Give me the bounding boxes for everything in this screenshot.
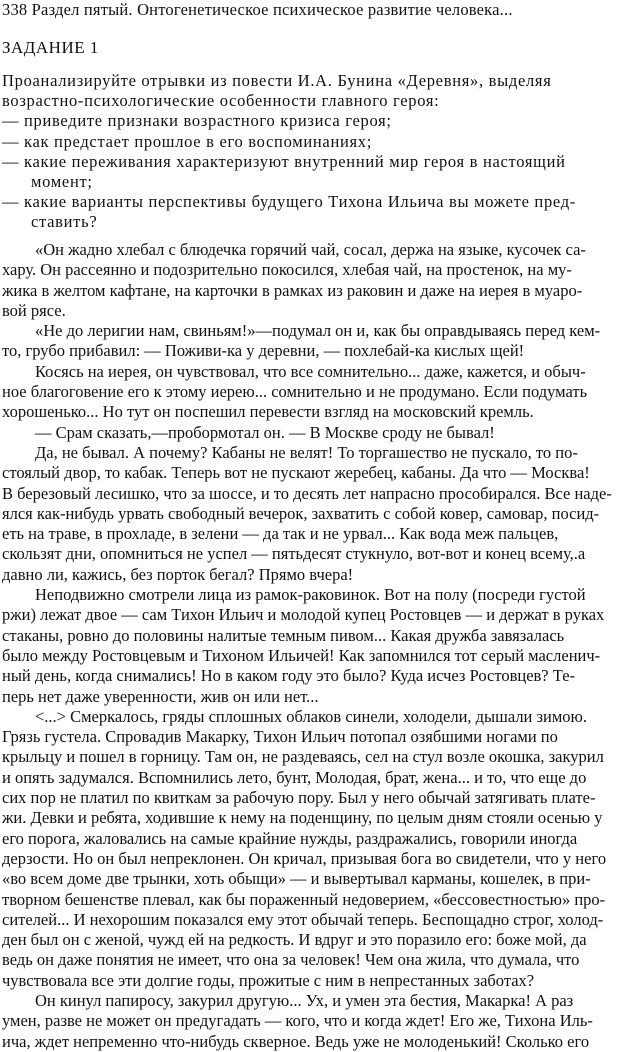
text-line: ялся как-нибудь урвать свободный вечерок, захватить с собой ковер, самовар, посид- (2, 503, 600, 523)
text-line: — Срам сказать,—пробормотал он. — В Москве сроду не бывал! (35, 422, 495, 442)
running-head: 338 Раздел пятый. Онтогенетическое психическое развитие человека... (2, 0, 513, 19)
text-line: «Не до леригии нам, свиньям!»—подумал он и, как бы оправдываясь перед кем- (35, 321, 601, 341)
text-line: дерзости. Но он был непреклонен. Он кричал, призывая бога во свидетели, что у него (2, 848, 607, 868)
text-line: момент; (31, 172, 93, 192)
text-line: еть на траве, в прохладе, в зелени — да так и не урвал... Как вода меж пальцев, (2, 524, 559, 544)
text-line: — приведите признаки возрастного кризиса героя; (2, 111, 392, 131)
text-line: ное благоговение его к этому иерею... сомнительно и не продумано. Если подумать (2, 382, 588, 402)
text-line: творном бешенстве плевал, как бы пораженный недоверием, «бессовестностью» про- (2, 889, 606, 909)
text-line: ден был он с женой, чужд ей на редкость. И вдруг и это поразило его: боже мой, да (2, 930, 587, 950)
text-line: было между Ростовцевым и Тихоном Ильичей! Как запомнился тот серый масленич- (2, 645, 601, 665)
text-line: Да, не бывал. А почему? Кабаны не велят! То торгашество не пускало, то по- (35, 442, 578, 462)
text-line: чувствовала все эти долгие годы, прожитые с ним в непрестанных заботах? (2, 970, 535, 990)
text-line: «Он жадно хлебал с блюдечка горячий чай, сосал, держа на языке, кусочек са- (35, 240, 586, 259)
text-line: ведь он даже понятия не имеет, что она за человек! Чем она жила, что думала, что (2, 950, 580, 970)
text-line: его порога, жаловались на самые крайние нужды, раздражались, говорили иногда (2, 828, 578, 848)
text-line: «во всем доме две трынки, хоть обыщи» — и вывертывал карманы, кошелек, в при- (2, 869, 591, 889)
text-line: хару. Он рассеянно и подозрительно покосился, хлебая чай, на простенок, на му- (2, 260, 572, 280)
text-line: то, грубо прибавил: — Поживи-ка у деревни, — похлебай-ка кислых щей! (2, 341, 525, 361)
text-line: хорошенько... Но тут он поспешил перевести взгляд на московский кремль. (2, 402, 534, 422)
text-line: Косясь на иерея, он чувствовал, что все сомнительно... даже, кажется, и обыч- (35, 361, 586, 381)
text-line: Проанализируйте отрывки из повести И.А. Бунина «Деревня», выделяя (2, 71, 552, 90)
text-line: В березовый лесишко, что за шоссе, и то десять лет напрасно прособирался. Все наде- (2, 483, 612, 503)
text-line: вой рясе. (2, 300, 66, 320)
text-line: перь нет даже уверенности, жив он или нет... (2, 686, 319, 706)
text-line: стоялый двор, то кабак. Теперь вот не пускают жеребец, кабаны. Да что — Москва! (2, 463, 590, 483)
text-line: возрастно-психологические особенности главного героя: (2, 91, 440, 111)
text-line: жика в желтом кафтане, на карточки в рамках из раковин и даже на иерея в муаро- (2, 280, 583, 300)
text-line: Грязь густела. Спровадив Макарку, Тихон Ильич потопал озябшими ногами по (2, 727, 558, 747)
text-line: и опять задумался. Вспомнились лето, бунт, Молодая, брат, жена... и то, что еще до (2, 767, 587, 787)
text-line: сителей... И нехорошим показался ему этот обычай теперь. Беспощадно строг, холод- (2, 909, 604, 929)
text-line: крыльцу и пошел в горницу. Там он, не раздеваясь, сел на стул возле окошка, закурил (2, 747, 604, 767)
text-line: <...> Смеркалось, гряды сплошных облаков синели, холодели, дышали зимою. (35, 706, 587, 726)
text-line: сих пор не платил по квиткам за рабочую пору. Был у него обычай затягивать плате- (2, 788, 596, 808)
text-line: ставить? (31, 212, 98, 232)
text-line: ича, ждет непременно что-нибудь скверное. Ведь уже не молоденький! Сколько его (2, 1031, 590, 1051)
text-line: — какие варианты перспективы будущего Тихона Ильича вы можете пред- (2, 192, 576, 212)
text-line: ный день, когда снимались! Но в каком году это было? Куда исчез Ростовцев? Те- (2, 666, 576, 686)
text-line: скользят дни, опомниться не успел — пятьдесят стукнуло, вот-вот и конец всему,.а (2, 544, 586, 564)
task-title: ЗАДАНИЕ 1 (2, 38, 99, 57)
novel-excerpt (2, 240, 616, 1052)
text-line: — как предстает прошлое в его воспоминаниях; (2, 131, 373, 151)
text-line: Неподвижно смотрели лица из рамок-раковинок. Вот на полу (посреди густой (35, 585, 586, 605)
text-line: — какие переживания характеризуют внутренний мир героя в настоящий (2, 151, 566, 171)
text-line: Он кинул папиросу, закурил другую... Ух, и умен эта бестия, Макарка! А раз (35, 990, 574, 1010)
text-line: стаканы, ровно до половины налитые темным пивом... Какая дружба завязалась (2, 625, 565, 645)
text-line: жи. Девки и ребята, ходившие к нему на поденщину, по целым дням стояли осенью у (2, 808, 603, 828)
task-instructions (2, 71, 616, 233)
text-line: умен, разве не может он предугадать — кого, что и когда ждет! Его же, Тихона Иль- (2, 1011, 593, 1031)
text-line: давно ли, кажись, без порток бегал? Прямо вчера! (2, 564, 354, 584)
text-line: ржи) лежат двое — сам Тихон Ильич и молодой купец Ростовцев — и держат в руках (2, 605, 605, 625)
